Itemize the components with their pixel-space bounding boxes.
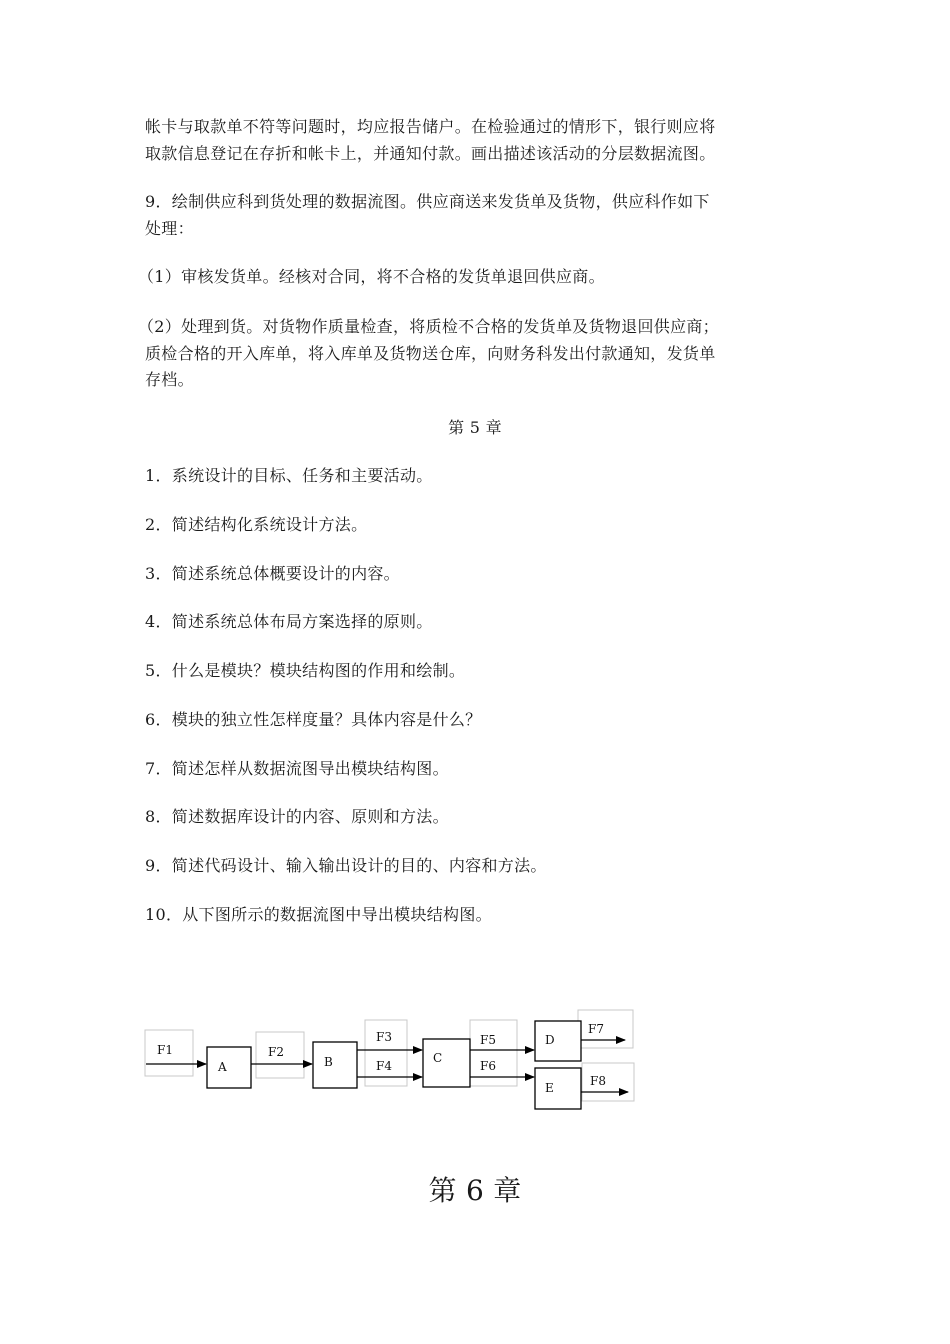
question-9-line: 9．绘制供应科到货处理的数据流图。供应商送来发货单及货物，供应科作如下 (145, 192, 710, 211)
question-9-step-2: 质检合格的开入库单，将入库单及货物送仓库，向财务科发出付款通知，发货单 (145, 344, 716, 363)
chapter-5-question: 3．简述系统总体概要设计的内容。 (145, 564, 400, 583)
chapter-5-question: 4．简述系统总体布局方案选择的原则。 (145, 612, 433, 631)
flow-label-f7: F7 (588, 1022, 604, 1036)
chapter-5-question: 6．模块的独立性怎样度量？具体内容是什么？ (145, 710, 482, 729)
chapter-5-question: 2．简述结构化系统设计方法。 (145, 515, 368, 534)
flow-label-f8: F8 (590, 1074, 606, 1088)
process-box-a (207, 1047, 251, 1088)
chapter-5-question: 8．简述数据库设计的内容、原则和方法。 (145, 807, 449, 826)
flow-label-f6: F6 (480, 1059, 496, 1073)
flow-label-f4: F4 (376, 1059, 392, 1073)
chapter-5-question: 9．简述代码设计、输入输出设计的目的、内容和方法。 (145, 856, 547, 875)
flow-label-f2: F2 (268, 1045, 284, 1059)
flow-label-f1: F1 (157, 1043, 173, 1057)
chapter-5-title: 第 5 章 (448, 418, 502, 437)
chapter-5-question: 10．从下图所示的数据流图中导出模块结构图。 (145, 905, 492, 924)
flow-label-f3: F3 (376, 1030, 392, 1044)
process-label-a: A (218, 1060, 227, 1074)
question-9-step-2: 存档。 (145, 370, 194, 389)
flow-box-f7 (578, 1010, 633, 1048)
process-label-e: E (545, 1081, 554, 1095)
question-9-step-1: （1）审核发货单。经核对合同，将不合格的发货单退回供应商。 (138, 267, 605, 286)
question-9-line: 处理： (145, 219, 194, 238)
question-9-step-2: （2）处理到货。对货物作质量检查，将质检不合格的发货单及货物退回供应商； (138, 317, 719, 336)
chapter-5-question: 5．什么是模块？模块结构图的作用和绘制。 (145, 661, 466, 680)
process-box-b (313, 1042, 357, 1088)
process-box-d (535, 1021, 581, 1061)
flow-label-f5: F5 (480, 1033, 496, 1047)
chapter-6-title: 第 6 章 (428, 1174, 522, 1207)
chapter-5-question: 7．简述怎样从数据流图导出模块结构图。 (145, 759, 449, 778)
process-box-e (535, 1068, 581, 1109)
paragraph-line: 取款信息登记在存折和帐卡上，并通知付款。画出描述该活动的分层数据流图。 (145, 144, 716, 163)
process-label-c: C (433, 1051, 443, 1065)
process-box-c (423, 1039, 470, 1087)
process-label-b: B (324, 1055, 333, 1069)
flow-box-f5-f6 (470, 1020, 517, 1086)
chapter-5-question: 1．系统设计的目标、任务和主要活动。 (145, 466, 433, 485)
process-label-d: D (545, 1033, 555, 1047)
paragraph-line: 帐卡与取款单不符等问题时，均应报告储户。在检验通过的情形下，银行则应将 (145, 117, 716, 136)
